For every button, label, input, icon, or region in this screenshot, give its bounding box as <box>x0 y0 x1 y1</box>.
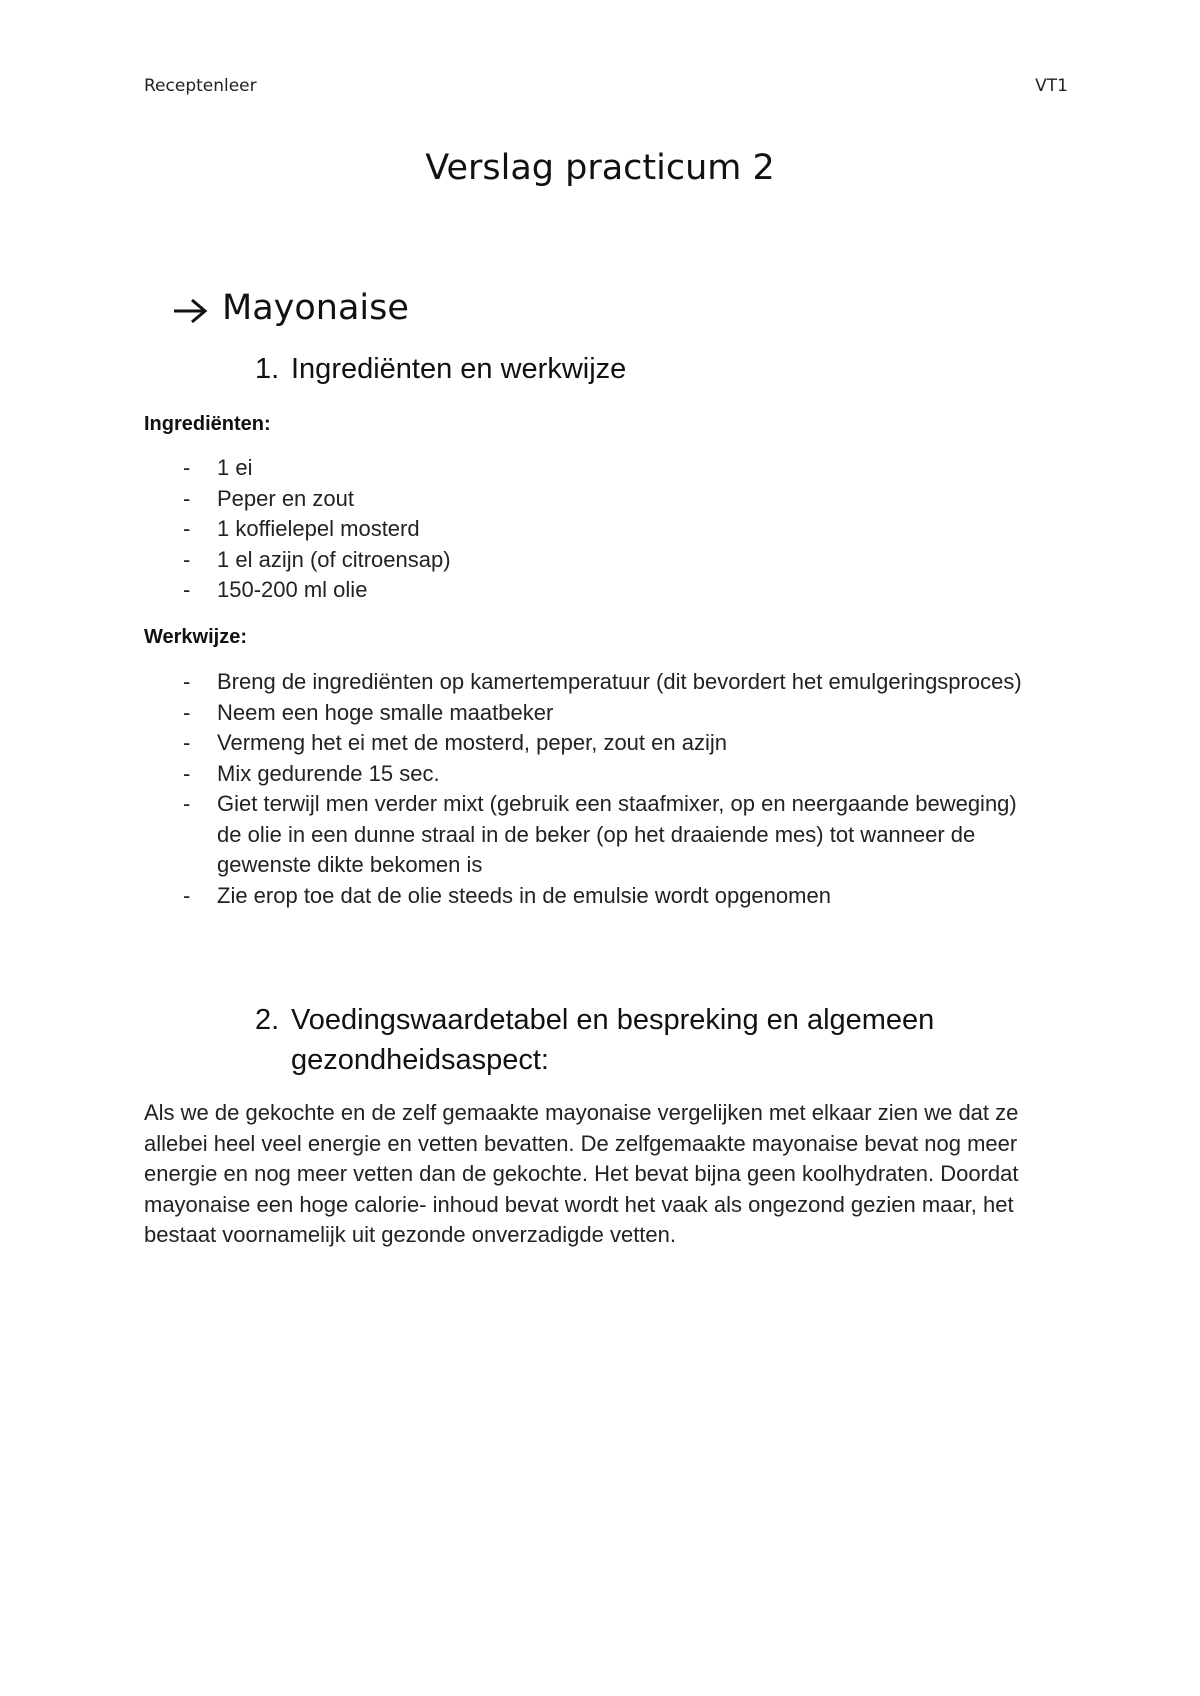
list-item: - Neem een hoge smalle maatbeker <box>183 699 554 725</box>
section-heading-text: Mayonaise <box>222 288 409 328</box>
list-item: - 1 ei <box>183 455 253 480</box>
list-item: - 1 el azijn (of citroensap) <box>183 546 451 572</box>
discussion-paragraph: Als we de gekochte en de zelf gemaakte mayonaise vergelijken met elkaar zien we dat ze allebei heel veel energie en vetten bevatten. De zelfgemaakte mayonaise bevat nog meer energie en nog meer vetten dan de gekochte. Het bevat bijna geen koolhydraten. Doordat mayonaise een hoge calorie- inhoud bevat wordt het vaak als ongezond gezien maar, het bestaat voornamelijk uit gezonde onverzadigde vetten. <box>144 1100 1019 1247</box>
method-list <box>0 667 1047 911</box>
list-item: - Zie erop toe dat de olie steeds in de emulsie wordt opgenomen <box>183 882 831 908</box>
list-item: - Giet terwijl men verder mixt (gebruik een staafmixer, op en neergaande beweging) de olie in een dunne straal in de beker (op het draaiende mes) tot wanneer de gewenste dikte bekomen is <box>183 791 1017 877</box>
header-class: VT1 <box>1035 76 1068 96</box>
header-course: Receptenleer <box>144 76 257 96</box>
list-item: - Breng de ingrediënten op kamertemperatuur (dit bevordert het emulgeringsproces) <box>183 669 1022 694</box>
subheading-text-line2: gezondheidsaspect: <box>291 1044 549 1076</box>
subheading-number: 2. <box>255 1004 280 1036</box>
list-item: - Vermeng het ei met de mosterd, peper, zout en azijn <box>183 730 727 755</box>
subheading-text-line1: Voedingswaardetabel en bespreking en algemeen <box>291 1004 935 1036</box>
section-heading <box>172 288 409 328</box>
document-title: Verslag practicum 2 <box>425 148 775 188</box>
ingredients-label: Ingrediënten: <box>144 413 271 435</box>
list-item: - 1 koffielepel mosterd <box>183 516 420 541</box>
subheading-number: 1. <box>255 353 280 385</box>
method-label: Werkwijze: <box>144 626 247 648</box>
right-arrow-icon <box>172 294 208 322</box>
subheading-ingredients-method <box>255 353 626 386</box>
ingredients-list <box>0 453 1047 606</box>
list-item: - Peper en zout <box>183 485 354 511</box>
list-item: - 150-200 ml olie <box>183 577 368 602</box>
subheading-nutrition <box>255 1000 934 1080</box>
list-item: - Mix gedurende 15 sec. <box>183 760 440 786</box>
subheading-text: Ingrediënten en werkwijze <box>291 353 627 385</box>
